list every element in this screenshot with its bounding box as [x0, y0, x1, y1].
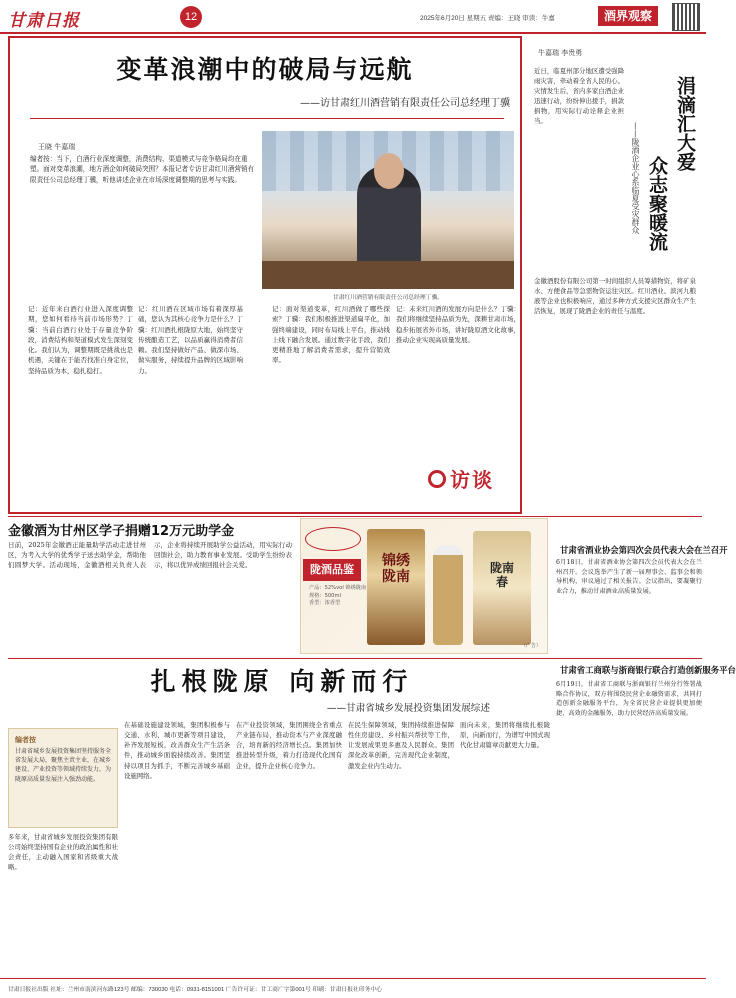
gift-box-label: 锦绣陇南 — [382, 553, 410, 585]
feature-subheadline: ——访甘肃红川酒营销有限责任公司总经理丁骥 — [300, 98, 510, 109]
feature-column-4: 记：未来红川酒的发展方向是什么？丁骥：我们将继续坚持品质为先，深耕甘肃市场，稳步拓展省外市场，讲好陇原酒文化故事，推动企业实现高质量发展。 — [396, 305, 520, 344]
lower-column-3: 在产业投资领域，集团围绕全省重点产业链布局，推动资本与产业深度融合，培育新的经济增长点。集团加快推进转型升级，着力打造现代化国有企业，提升企业核心竞争力。 — [236, 721, 342, 770]
donation-text: 日前，2025年金徽酒正能量助学活动走进甘州区，为考入大学的优秀学子送去助学金，帮助他们圆梦大学。活动现场，金徽酒相关负责人表示，企业将持续开展助学公益活动，用实际行动回馈社会，助力教育事业发展。受助学生纷纷表示，将以优异成绩回报社会关爱。 — [8, 541, 292, 570]
badge-ring-icon — [428, 470, 446, 488]
gift-box-image — [367, 529, 425, 645]
congress-text: 6月18日，甘肃省酒业协会第四次会员代表大会在兰州召开。会议选举产生了新一届理事会、监事会和领导机构，审议通过了相关报告。会议指出，要凝聚行业合力，推动甘肃酒业高质量发展。 — [556, 559, 702, 595]
page-footer — [0, 978, 706, 998]
interview-badge — [428, 460, 516, 500]
dateline: 2025年6月20日 星期五 责编：王晓 审读：牛嘉 — [420, 15, 555, 22]
photo-person-head — [374, 153, 404, 189]
section-title: 酒界观察 — [598, 6, 658, 26]
feature-column-1: 记：近年来白酒行业进入深度调整期，您如何看待当前市场形势？丁骥：当前白酒行业处于存量竞争阶段，消费结构和渠道模式发生深刻变化。我们认为，调整期既是挑战也是机遇，关键在于能否找准自身定位，坚持品质为本，稳扎稳打。 — [28, 305, 133, 375]
qr-code-icon — [672, 3, 700, 31]
right-headline-1: 涓滴汇大爱 — [674, 76, 696, 171]
bottle-image — [433, 545, 463, 645]
interview-badge-label: 访谈 — [450, 468, 494, 492]
editor-note-box — [8, 728, 118, 828]
right-text-top: 近日，临夏州部分地区遭受强降雨灾害，牵动着全省人民的心。灾情发生后，省内多家白酒企业迅速行动，纷纷伸出援手，捐款捐物，用实际行动诠释企业担当。 — [534, 67, 624, 126]
feature-byline: 王晓 牛嘉瑞 — [38, 143, 76, 151]
section-divider-lower — [8, 658, 702, 659]
lower-column-1: 多年来，甘肃省城乡发展投资集团有限公司始终坚持国有企业的政治属性和社会责任，主动融入国家和省级重大战略。 — [8, 833, 118, 872]
footer-text: 甘肃日报社出版 社址：兰州市南滨河东路123号 邮编：730030 电话：0931-8151001 广告许可证：甘工商广字第001号 印刷：甘肃日报社印务中心 — [8, 987, 382, 993]
lower-column-4: 在民生保障领域，集团持续推进保障性住房建设、乡村振兴帮扶等工作，让发展成果更多惠及人民群众。集团深化改革创新，完善现代企业制度，激发企业内生动力。 — [348, 721, 454, 770]
congress-headline: 甘肃省酒业协会第四次会员代表大会在兰召开 — [560, 545, 728, 555]
liquor-advertisement — [300, 518, 548, 654]
second-box-label: 陇南春 — [489, 561, 514, 589]
photo-caption: 甘肃红川酒营销有限责任公司总经理丁骥。 — [332, 295, 444, 301]
ad-stamp: 陇酒品鉴 — [303, 559, 361, 581]
right-text-bottom: 金徽酒股份有限公司第一时间组织人员筹措物资，将矿泉水、方便食品等急需物资运往灾区。红川酒业、滨河九粮液等企业也积极响应，通过多种方式支援灾区群众生产生活恢复，展现了陇酒企业的责任与温度。 — [534, 277, 696, 316]
brand-logo-icon — [305, 527, 361, 551]
masthead — [0, 0, 706, 34]
feature-article — [8, 36, 522, 514]
lower-headline: 扎根陇原 向新而行 — [150, 667, 414, 696]
right-article — [528, 36, 700, 514]
lower-subheadline: ——甘肃省城乡发展投资集团发展综述 — [326, 703, 490, 714]
newspaper-logo: 甘肃日报 — [8, 11, 80, 31]
right-byline: 牛嘉瑞 李贵勇 — [538, 49, 583, 57]
editor-note-label: 编者按 — [15, 736, 36, 744]
feature-column-3: 记：面对渠道变革，红川酒做了哪些探索？丁骥：我们积极推进渠道扁平化，加强终端建设，同时布局线上平台，推动线上线下融合发展。通过数字化手段，我们更精准地了解消费者需求，提升营销效率。 — [272, 305, 390, 365]
ad-specs: 产品：52%vol 锦绣陇南 规格：500ml 香型：浓香型 — [309, 585, 367, 606]
lower-column-5: 面向未来，集团将继续扎根陇原，向新而行，为谱写中国式现代化甘肃篇章贡献更大力量。 — [460, 721, 550, 750]
feature-intro: 编者按：当下，白酒行业深度调整，消费结构、渠道模式与竞争格局均在重塑。面对变革浪潮，地方酒企如何破局突围？本报记者专访甘肃红川酒营销有限责任公司总经理丁骥，听他讲述企业在市场深度调整期的思考与实践。 — [30, 155, 255, 184]
lower-column-2: 在基础设施建设领域，集团积极参与交通、水利、城市更新等项目建设，补齐发展短板，改善群众生产生活条件，推动城乡面貌持续改善。集团坚持以项目为抓手，不断完善城乡基础设施网络。 — [124, 721, 230, 780]
right-headline-2: 众志聚暖流 — [646, 156, 668, 251]
ad-mark: （广告） — [520, 643, 541, 649]
photo-desk — [262, 261, 514, 289]
right-subheadline: ——陇酒企业心系临夏受灾群众 — [631, 122, 640, 234]
feature-headline: 变革浪潮中的破局与远航 — [116, 55, 414, 84]
divider — [30, 118, 504, 119]
editor-note-text: 甘肃省城乡发展投资集团坚持服务全省发展大局，聚焦主责主业，在城乡建设、产业投资等领域持续发力，为陇原高质量发展注入强劲动能。 — [15, 748, 112, 783]
donation-headline: 金徽酒为甘州区学子捐赠12万元助学金 — [8, 524, 235, 539]
bank-text: 6月19日，甘肃省工商联与浙商银行兰州分行签署战略合作协议，双方将围绕民营企业融资需求，共同打造创新金融服务平台，为全省民营企业提供更加便捷、高效的金融服务，助力民营经济高质量发展。 — [556, 681, 702, 717]
feature-column-2: 记：红川酒在区域市场有着深厚基础，您认为其核心竞争力是什么？丁骥：红川酒扎根陇原大地，始终坚守传统酿造工艺，以品质赢得消费者信赖。我们坚持做好产品、做深市场、做实服务，持续提升品牌的区域影响力。 — [138, 305, 243, 375]
section-divider — [8, 516, 702, 517]
interviewee-photo — [262, 131, 514, 289]
bank-headline: 甘肃省工商联与浙商银行联合打造创新服务平台 — [560, 665, 736, 675]
page-number-badge: 12 — [180, 6, 202, 28]
